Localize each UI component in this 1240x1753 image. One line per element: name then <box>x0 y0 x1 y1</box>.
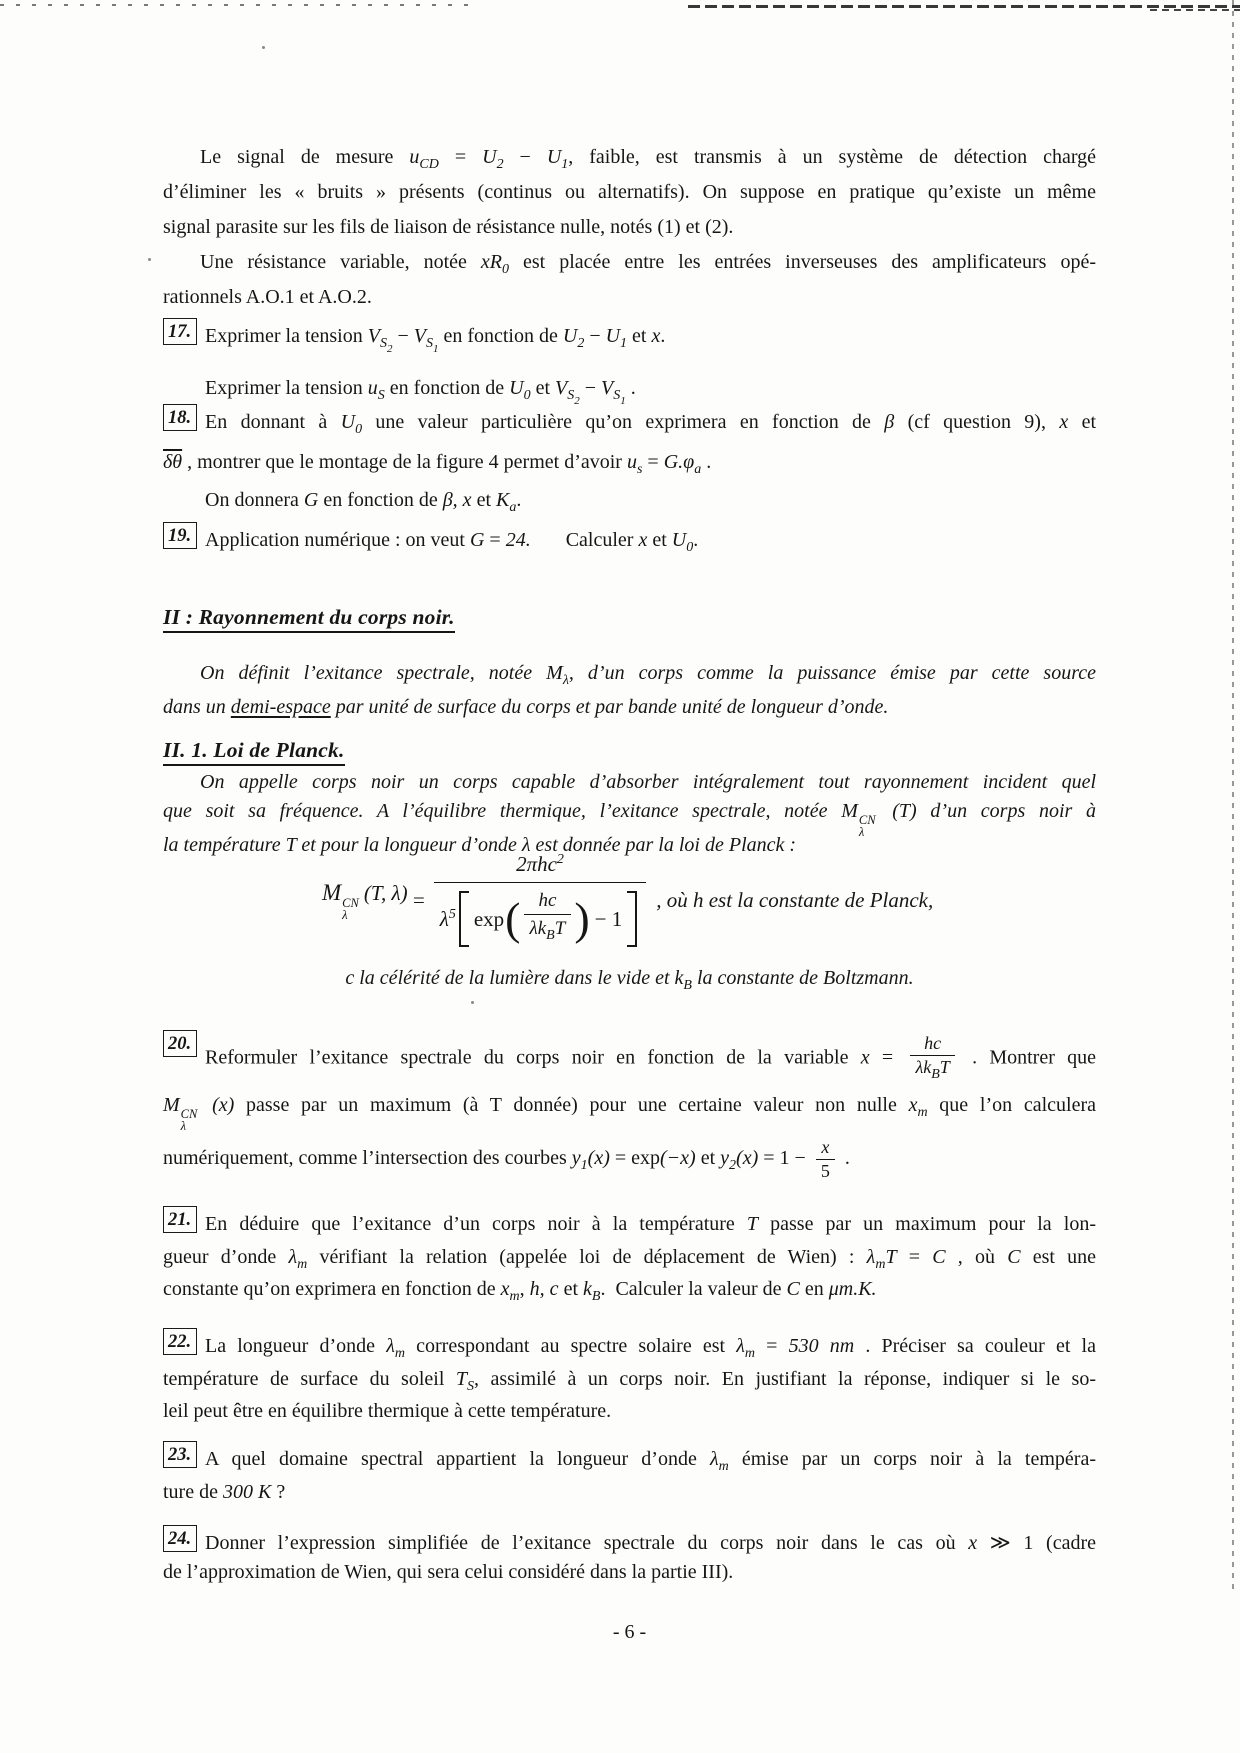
minus-one: − 1 <box>594 906 623 931</box>
text-line: gueur d’onde $\lambda_m$ vérifiant la relation (appelée loi de déplacement de Wien) : $\lambda_mT = C$ , où C est une <box>163 1246 1097 1272</box>
scan-artifact-right-edge <box>1232 0 1234 1590</box>
text-line: La longueur d’onde $\lambda_m$ correspondant au spectre solaire est $\lambda_m = 530$ nm . Préciser sa couleur et la <box>205 1335 1096 1361</box>
text-line: ture de 300 K ? <box>163 1481 286 1503</box>
formula-lhs <box>322 880 408 921</box>
text-line: En donnant à $U_0$ une valeur particulière qu’on exprimera en fonction de β (cf question 9), x et <box>205 411 1097 437</box>
question-number-box: 21. <box>163 1206 197 1233</box>
question-number-box: 22. <box>163 1328 197 1355</box>
question-number-box: 17. <box>163 318 197 345</box>
scan-artifact-top-left <box>0 4 470 6</box>
exp-label: exp <box>473 906 505 931</box>
text-line: On appelle corps noir un corps capable d’absorber intégralement tout rayonnement incident quel <box>200 771 1096 793</box>
text-line: Le signal de mesure $u_{CD} = U_2 - U_1$, faible, est transmis à un système de détection chargé <box>200 146 1097 172</box>
text-line: M CN λ (x) passe par un maximum (à T donnée) pour une certaine valeur non nulle $x_m$ que l’on calculera <box>163 1094 1096 1133</box>
text-line: la température T et pour la longueur d’onde λ est donnée par la loi de Planck : <box>163 834 797 856</box>
text-line: constante qu’on exprimera en fonction de $x_m$, h, c et $k_B$. Calculer la valeur de C en μm.K. <box>163 1278 877 1304</box>
formula-M: M <box>322 880 342 905</box>
question-number-box: 24. <box>163 1525 197 1552</box>
left-bracket <box>459 891 469 947</box>
text-line: Donner l’expression simplifiée de l’exitance spectrale du corps noir dans le cas où x ≫ 1 (cadre <box>205 1532 1096 1554</box>
formula-tail: , où h est la constante de Planck, <box>656 888 934 912</box>
inner-fraction: $\frac{hc}{\lambda k_BT}$ <box>524 891 572 947</box>
text-line: Une résistance variable, notée $xR_0$ est placée entre les entrées inverseuses des amplificateurs opé- <box>200 251 1096 277</box>
constants-line: c la célérité de la lumière dans le vide et $k_B$ la constante de Boltzmann. <box>345 967 914 993</box>
text-line: Reformuler l’exitance spectrale du corps noir en fonction de la variable x = $\frac{hc}{\lambda k_BT}$ . Montrer que <box>205 1033 1097 1082</box>
text-line: Exprimer la tension $u_S$ en fonction de $U_0$ et $V_{S2} - V_{S1}$ . <box>205 377 636 407</box>
text-line: En déduire que l’exitance d’un corps noir à la température T passe par un maximum pour la lon- <box>205 1213 1096 1235</box>
formula-args: (T, λ) <box>363 881 408 905</box>
scan-artifact-top-corner <box>1150 9 1240 11</box>
text-line: On donnera G en fonction de β, x et $K_a$. <box>205 489 522 515</box>
text-line: leil peut être en équilibre thermique à cette température. <box>163 1400 612 1422</box>
text-line: $\overline{\delta\theta}$ , montrer que le montage de la figure 4 permet d’avoir $u_s = G.\varphi_a$ . <box>163 451 712 477</box>
formula-denominator: $\lambda^5$ exp ( $\frac{hc}{\lambda k_BT}$ ) − 1 <box>434 882 647 949</box>
text-line: signal parasite sur les fils de liaison de résistance nulle, notés (1) et (2). <box>163 216 734 238</box>
scan-artifact-top-right <box>688 5 1240 8</box>
text-line: Application numérique : on veut G = 24. Calculer x et $U_0$. <box>205 529 699 555</box>
section-heading: II : Rayonnement du corps noir. <box>163 605 455 633</box>
text-line: Exprimer la tension $V_{S2} - V_{S1}$ en fonction de $U_2 - U_1$ et x. <box>205 325 666 355</box>
text-line: que soit sa fréquence. A l’équilibre thermique, l’exitance spectrale, notée M CN λ (T) d’un corps noir à <box>163 800 1096 839</box>
text-line: de l’approximation de Wien, qui sera celui considéré dans la partie III). <box>163 1561 734 1583</box>
text-line: d’éliminer les « bruits » présents (continus ou alternatifs). On suppose en pratique qu’existe un même <box>163 181 1096 203</box>
text-line: numériquement, comme l’intersection des courbes $y_1(x) = \exp(-x)$ et $y_2(x) = 1$ − $\frac{x}{5}$ . <box>163 1137 850 1181</box>
right-bracket <box>627 891 637 947</box>
scan-speck <box>262 46 265 49</box>
scan-speck <box>148 258 151 261</box>
page-number: - 6 - <box>612 1621 647 1643</box>
text-line: rationnels A.O.1 et A.O.2. <box>163 286 372 308</box>
formula-supsub: CN λ <box>342 896 359 922</box>
planck-formula <box>322 852 933 949</box>
text-line: A quel domaine spectral appartient la longueur d’onde $\lambda_m$ émise par un corps noir à la tempéra- <box>205 1448 1096 1474</box>
question-number-box: 23. <box>163 1441 197 1468</box>
question-number-box: 18. <box>163 404 197 431</box>
subsection-heading: II. 1. Loi de Planck. <box>163 738 345 766</box>
text-line: On définit l’exitance spectrale, notée $M_\lambda$, d’un corps comme la puissance émise par cette source <box>200 662 1096 688</box>
question-number-box: 19. <box>163 522 197 549</box>
question-number-box: 20. <box>163 1030 197 1057</box>
formula-numerator: 2πhc$^2$ <box>516 852 564 876</box>
formula-main-fraction <box>434 852 647 949</box>
text-line: dans un demi-espace par unité de surface du corps et par bande unité de longueur d’onde. <box>163 696 889 718</box>
lambda-power: $\lambda^5$ <box>439 906 456 931</box>
text-line: température de surface du soleil $T_S$, assimilé à un corps noir. En justifiant la réponse, indiquer si le so- <box>163 1368 1096 1394</box>
equals-sign: = <box>411 888 426 912</box>
